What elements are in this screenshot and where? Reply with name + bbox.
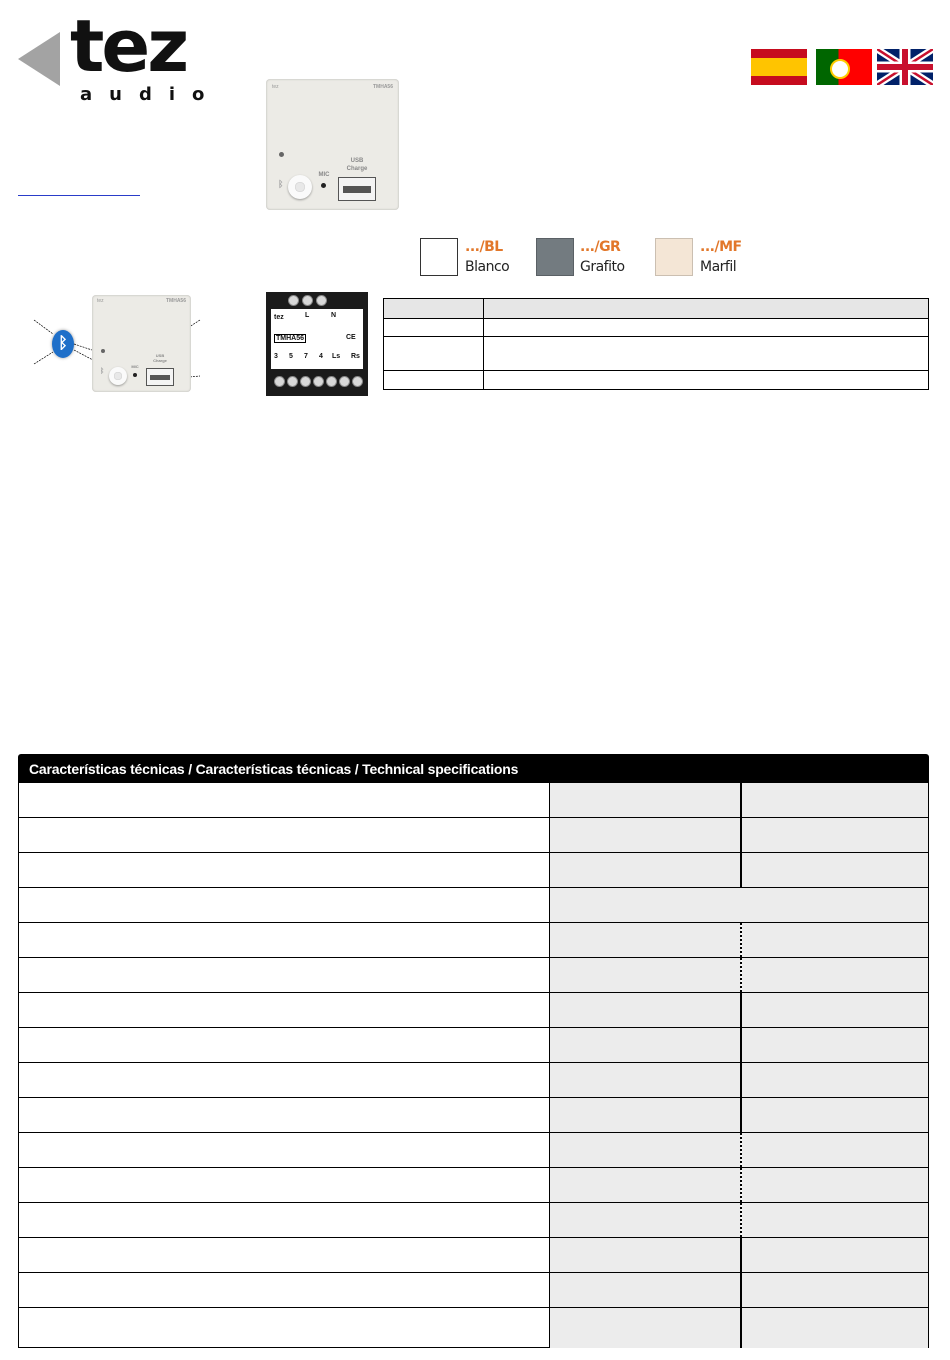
charge-label-small: Charge — [153, 358, 167, 363]
terminal-block-image — [266, 292, 368, 396]
bluetooth-icon-small: ᛒ — [100, 368, 105, 375]
spec-row — [19, 1308, 928, 1348]
led-indicator — [279, 152, 284, 157]
screw-icon — [274, 376, 285, 387]
logo-triangle-icon — [18, 32, 60, 86]
spec-table-title: Características técnicas / Características técnicas / Technical specifications — [29, 761, 519, 777]
terminal-ce: CE — [346, 334, 356, 341]
product-brand-small: tez — [97, 298, 104, 304]
terminal-brand: tez — [274, 314, 284, 321]
screw-icon — [339, 376, 350, 387]
logo-main-text: tez — [70, 4, 187, 88]
portugal-flag-icon[interactable] — [816, 49, 872, 85]
tez-audio-logo — [18, 4, 222, 108]
mic-label-small: MIC — [131, 364, 139, 369]
connection-row — [384, 336, 928, 337]
bluetooth-icon: ᛒ — [278, 179, 284, 189]
usb-port — [338, 177, 376, 201]
spec-row — [19, 958, 928, 993]
mic-hole — [321, 183, 326, 188]
spain-flag-icon[interactable] — [751, 49, 807, 85]
product-model: TMHA56 — [372, 84, 393, 90]
volume-knob-small — [109, 367, 127, 385]
usb-label: USB — [350, 158, 364, 164]
connection-table — [383, 298, 929, 390]
bluetooth-badge-icon: ᛒ — [52, 330, 74, 358]
charge-label: Charge — [346, 166, 368, 172]
connection-row — [384, 318, 928, 319]
color-code-grafito: .../GR — [580, 239, 621, 255]
spec-row — [19, 1203, 928, 1238]
spec-row — [19, 783, 928, 818]
screw-icon — [302, 295, 313, 306]
color-name-grafito: Grafito — [580, 259, 625, 275]
terminal-ls: Ls — [332, 353, 341, 360]
terminal-rs: Rs — [351, 353, 360, 360]
screw-icon — [316, 295, 327, 306]
product-photo-small — [92, 295, 191, 392]
color-name-blanco: Blanco — [465, 259, 510, 275]
screw-icon — [288, 295, 299, 306]
screw-icon — [352, 376, 363, 387]
terminal-model: TMHA56 — [276, 335, 305, 342]
spec-row — [19, 1063, 928, 1098]
terminal-num-4: 4 — [319, 353, 323, 360]
screw-icon — [313, 376, 324, 387]
product-model-small: TMHA56 — [165, 298, 186, 304]
logo-sub-text: audio — [80, 84, 222, 105]
spec-row — [19, 818, 928, 853]
product-brand: tez — [272, 84, 279, 90]
spec-row — [19, 1098, 928, 1133]
screw-icon — [326, 376, 337, 387]
spec-row — [19, 993, 928, 1028]
color-name-marfil: Marfil — [700, 259, 737, 275]
mic-label: MIC — [318, 172, 330, 178]
screw-icon — [287, 376, 298, 387]
color-swatch-marfil — [655, 238, 693, 276]
terminal-num-3: 3 — [274, 353, 278, 360]
mic-hole-small — [133, 373, 137, 377]
spec-row — [19, 1133, 928, 1168]
spec-row — [19, 888, 928, 923]
terminal-num-7: 7 — [304, 353, 308, 360]
usb-port-small — [146, 368, 174, 386]
spec-row — [19, 1238, 928, 1273]
connection-row — [384, 370, 928, 371]
product-photo-large — [266, 79, 399, 210]
color-code-blanco: .../BL — [465, 239, 503, 255]
uk-flag-icon[interactable] — [877, 49, 933, 85]
spec-row — [19, 1273, 928, 1308]
spec-row — [19, 853, 928, 888]
terminal-num-5: 5 — [289, 353, 293, 360]
usb-label-small: USB — [155, 353, 165, 358]
color-swatch-grafito — [536, 238, 574, 276]
spec-table-title-bar — [18, 754, 929, 783]
spec-table — [18, 783, 929, 1348]
terminal-label — [271, 309, 363, 369]
color-swatch-blanco — [420, 238, 458, 276]
color-code-marfil: .../MF — [700, 239, 742, 255]
spec-row — [19, 923, 928, 958]
spec-row — [19, 1168, 928, 1203]
terminal-l: L — [305, 312, 310, 319]
screw-icon — [300, 376, 311, 387]
connection-table-header — [384, 299, 928, 318]
terminal-n: N — [331, 312, 337, 319]
spec-row — [19, 1028, 928, 1063]
website-link[interactable] — [18, 182, 140, 196]
led-indicator-small — [101, 349, 105, 353]
volume-knob — [288, 175, 312, 199]
